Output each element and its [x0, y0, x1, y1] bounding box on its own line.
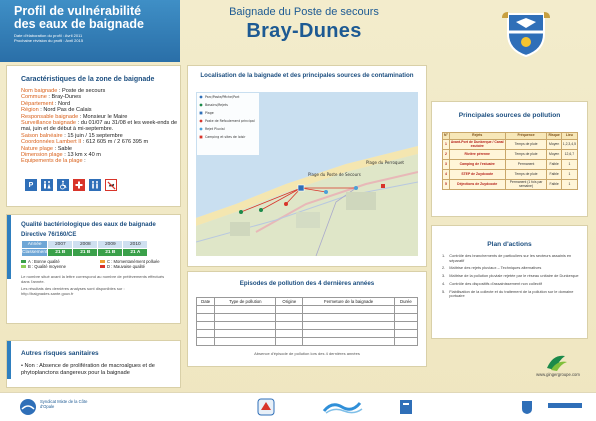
- action-plan-panel: [432, 226, 587, 338]
- characteristic-line: Saison balnéaire : 15 juin / 15 septembre: [21, 132, 123, 139]
- table-row: [197, 314, 418, 322]
- no-dogs-icon: [105, 179, 117, 191]
- header-date-revision: Prochaine révision du profil : Avril 2015: [14, 38, 84, 43]
- map-legend-text: Parc/Poste/Pêche/Port: [205, 95, 240, 99]
- quality-header-cell: Année: [22, 241, 48, 249]
- quality-header-cell: 2009: [98, 241, 123, 249]
- episodes-header-cell: Origine: [276, 298, 303, 306]
- other-risks-panel: [7, 341, 180, 387]
- sources-header-cell: Lieu: [561, 133, 577, 140]
- directive-label: Directive 76/160/CE: [21, 232, 77, 238]
- accessibility-icon: [57, 179, 69, 191]
- pollution-episodes-panel: [188, 272, 426, 366]
- footer-logos: [0, 392, 596, 421]
- town-crest-icon: [500, 8, 552, 60]
- characteristics-title: Caractéristiques de la zone de baignade: [21, 76, 155, 83]
- characteristic-line: Coordonnées Lambert II : 612 605 m / 2 676 395 m: [21, 139, 149, 146]
- pollution-sources-title: Principales sources de pollution: [458, 112, 561, 119]
- quality-cell: 21 B: [98, 249, 123, 257]
- characteristics-panel: [7, 66, 180, 206]
- map-legend-text: Poste de Refoulement principal: [205, 119, 255, 123]
- quality-legend: [21, 259, 179, 269]
- quality-cell: 21 B: [73, 249, 98, 257]
- characteristic-line: Responsable baignade : Monsieur le Maire: [21, 113, 128, 120]
- legend-item: A : Bonne qualité: [21, 259, 100, 264]
- characteristic-line: Commune : Bray-Dunes: [21, 94, 82, 101]
- episodes-header-cell: Fermeture de la baignade: [303, 298, 394, 306]
- header-dates: [14, 33, 180, 43]
- risks-accent-bar: [7, 341, 11, 379]
- legend-swatch: [100, 260, 105, 263]
- episodes-header-cell: Durée: [394, 298, 417, 306]
- legend-item: D : Mauvaise qualité: [100, 264, 179, 269]
- quality-row: [22, 249, 148, 257]
- episodes-header-cell: Type de pollution: [215, 298, 276, 306]
- pollution-episodes-title: Episodes de pollution des 4 dernières années: [239, 280, 375, 287]
- map-panel: [188, 66, 426, 266]
- map-legend-text: Rejet Pluvial: [205, 127, 225, 131]
- table-row: [197, 322, 418, 330]
- header-title-block: [0, 0, 180, 62]
- header-date-elaboration: Date d'élaboration du profil : Avril 2011: [14, 33, 83, 38]
- water-quality-panel: [7, 215, 180, 323]
- water-quality-title: Qualité bactériologique des eaux de baignade: [21, 221, 156, 228]
- partner-logo-6-icon: [548, 401, 582, 411]
- map-label-poste: Plage du Poste de Secours: [308, 172, 361, 177]
- quality-header-row: [22, 241, 148, 249]
- characteristic-line: Département : Nord: [21, 100, 71, 107]
- header-center: [196, 6, 412, 43]
- characteristics-list: [21, 88, 179, 165]
- sources-header-cell: N°: [443, 133, 450, 140]
- other-risks-title: Autres risques sanitaires: [21, 350, 99, 357]
- legend-item: C : Momentanément polluée: [100, 259, 179, 264]
- table-row: 1 Avant-Port de Dunkerque / Canal exutoire Temps de pluie Moyen 1,2,3,4,5: [443, 140, 578, 150]
- map-legend-text: Bassins/Rejets: [205, 103, 228, 107]
- ginger-website[interactable]: www.gingergroupe.com: [536, 372, 580, 377]
- location-map: [196, 92, 418, 256]
- map-legend-text: Plage: [205, 111, 214, 115]
- characteristic-line: Dimension plage : 13 km x 40 m: [21, 152, 101, 159]
- parking-icon: P: [25, 179, 37, 191]
- quality-header-cell: 2010: [123, 241, 148, 249]
- table-row: [197, 330, 418, 338]
- quality-results-link[interactable]: Les résultats des dernières analyses sont disponibles sur : http://baignades.sante.gouv.fr: [21, 286, 125, 296]
- list-item: 2. Maîtrise des rejets pluviaux – Techniques alternatives: [442, 265, 542, 271]
- showers-icon: [89, 179, 101, 191]
- legend-swatch: [100, 265, 105, 268]
- sources-header-cell: Fréquence: [505, 133, 547, 140]
- characteristic-line: Equipements de la plage :: [21, 158, 86, 165]
- quality-header-cell: 2008: [73, 241, 98, 249]
- table-row: [197, 306, 418, 314]
- header-title-line2: des eaux de baignade: [14, 17, 144, 31]
- partner-logo-4-icon: [398, 398, 414, 416]
- quality-note: Le nombre situé avant la lettre correspond au nombre de prélèvements effectués dans l'année.: [21, 274, 165, 284]
- action-plan-title: Plan d'actions: [487, 241, 532, 248]
- map-label-perroquet: Plage du Perroquet: [366, 160, 405, 165]
- partner-logo-5-icon: [520, 399, 534, 415]
- table-row: 3 Camping de l'estuaire Permanent Faible 1: [443, 160, 578, 170]
- table-row: [197, 338, 418, 346]
- table-row: 2 Rivière pérenne Temps de pluie Moyen 12,6,7: [443, 150, 578, 160]
- syndicat-mixte-text: Syndicat Mixte de la Côte d'Opale: [40, 399, 88, 409]
- other-risks-text: • Non : Absence de prolifération de macroalgues et de phytoplanctons dangereux pour la baignade: [21, 363, 155, 376]
- pollution-sources-panel: [432, 102, 587, 216]
- legend-swatch: [21, 260, 26, 263]
- header-place: Bray-Dunes: [246, 20, 362, 42]
- equipment-icons: [25, 179, 117, 191]
- characteristic-line: Nom baignade : Poste de secours: [21, 88, 106, 94]
- quality-cell: 21 A: [123, 249, 148, 257]
- quality-cell: 21 B: [48, 249, 73, 257]
- toilets-icon: [41, 179, 53, 191]
- quality-header-cell: 2007: [48, 241, 73, 249]
- table-row: 4 STEP de Zuydcoote Temps de pluie Faible 1: [443, 170, 578, 180]
- partner-logo-2-icon: [255, 396, 277, 418]
- action-plan-list: [442, 254, 580, 302]
- agence-eau-logo-icon: [320, 397, 364, 417]
- list-item: 1. Contrôle des branchements de particuliers sur les secteurs assainis en séparatif: [442, 253, 572, 263]
- episodes-header-cell: Date: [197, 298, 215, 306]
- quality-table: [21, 240, 148, 257]
- episodes-header-row: [197, 298, 418, 306]
- quality-accent-bar: [7, 215, 11, 279]
- list-item: 4. Contrôle des dispositifs d'assainissement non collectif: [442, 280, 542, 286]
- list-item: 3. Maîtrise de la pollution pluviale rejetée par le réseau unitaire de Dunkerque: [442, 273, 579, 279]
- sources-header-row: [443, 133, 578, 140]
- header-subtitle: Baignade du Poste de secours: [229, 6, 379, 18]
- episodes-table: [196, 297, 418, 346]
- sources-header-cell: Rejets: [449, 133, 505, 140]
- table-row: 5 Déjections de Zuydcoote Permanent (1 fois par semaine) Faible 1: [443, 180, 578, 190]
- ginger-logo-icon: [545, 352, 569, 372]
- first-aid-icon: [73, 179, 85, 191]
- sources-table: [442, 132, 578, 190]
- header-title-line1: Profil de vulnérabilité: [14, 4, 142, 18]
- legend-item: B : Qualité moyenne: [21, 264, 100, 269]
- syndicat-mixte-logo-icon: [18, 397, 38, 417]
- characteristic-line: Nature plage : Sable: [21, 145, 73, 152]
- quality-cell: Classement: [22, 250, 48, 255]
- sources-header-cell: Risque: [547, 133, 561, 140]
- characteristic-line: Région : Nord Pas de Calais: [21, 107, 92, 114]
- episodes-note: Absence d'épisode de pollution lors des 4 dernières années: [254, 351, 360, 356]
- legend-swatch: [21, 265, 26, 268]
- map-legend-text: Camping et sites de loisir: [205, 135, 246, 139]
- map-title: Localisation de la baignade et des principales sources de contamination: [200, 72, 414, 79]
- list-item: 5. Fiabilisation de la collecte et du traitement de la pollution sur le domaine portuaire: [442, 288, 574, 299]
- characteristic-line: Surveillance baignade : du 01/07 au 31/08 et les week-ends de mai, juin et de début à mi-septembre.: [21, 120, 178, 133]
